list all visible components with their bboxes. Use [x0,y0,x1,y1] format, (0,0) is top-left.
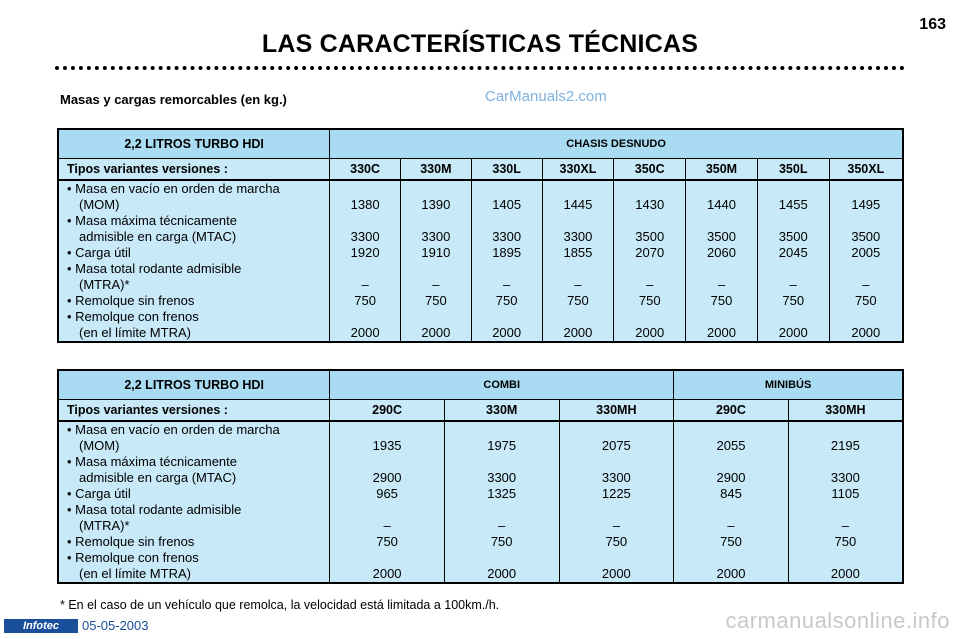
table-cell: 3300 [421,229,451,244]
table-cell: – [646,277,654,292]
table-cell: 3500 [851,229,881,244]
table-cell: 3300 [830,470,860,485]
engine-header: 2,2 LITROS TURBO HDI [58,129,330,159]
row-label-line: admisible en carga (MTAC) [79,229,237,244]
row-label-line: • Masa total rodante admisible [67,261,242,276]
table-cell: 750 [854,293,877,308]
table-cell: 2000 [635,325,665,340]
page-title: LAS CARACTERÍSTICAS TÉCNICAS [261,30,699,58]
table-cell: – [612,518,620,533]
row-label-line: (en el límite MTRA) [79,325,191,340]
infotec-logo: Infotec [4,619,78,633]
table-cell: 2000 [601,566,631,581]
value-column [686,180,758,342]
row-label-line: • Carga útil [67,245,131,260]
table-cell: 3500 [778,229,808,244]
footer-site-watermark: carmanualsonline.info [725,608,950,633]
table-cell: 2000 [778,325,808,340]
table-cell: 750 [710,293,733,308]
table-cell: 2060 [707,245,736,260]
table-cell: 750 [425,293,447,308]
table-cell: – [361,277,369,292]
value-column [330,421,445,583]
row-label [67,454,329,486]
table-cell: 3300 [350,229,380,244]
value-column [614,180,686,342]
table-cell: 3300 [492,229,522,244]
row-label-line: • Remolque sin frenos [67,293,195,308]
table-cell: 750 [376,534,398,549]
table-cell: 750 [605,534,628,549]
column-header: 330MH [559,400,674,422]
column-header: 330C [330,159,401,181]
column-header: 330M [444,400,559,422]
column-header: 350C [614,159,686,181]
table-cell: 3300 [563,229,593,244]
value-column [400,180,471,342]
column-header: 290C [330,400,445,422]
row-label [67,550,329,582]
value-column [788,421,903,583]
column-header: 350L [757,159,829,181]
table-cell: 1105 [831,486,860,501]
table-cell: 1390 [421,197,451,212]
column-header: 330M [400,159,471,181]
footnote: * En el caso de un vehículo que remolca, la velocidad está limitada a 100km./h. [60,598,500,612]
table-cell: 750 [638,293,661,308]
title-divider [55,66,905,70]
row-label-line: • Masa total rodante admisible [67,502,242,517]
table-cell: 1405 [492,197,522,212]
row-label-line: • Masa máxima técnicamente [67,213,238,228]
row-label [67,293,329,309]
spec-table-chasis [57,128,904,343]
spec-table-combi-minibus [57,369,904,584]
row-label [67,422,329,454]
row-label-line: (MOM) [79,197,120,212]
table-cell: 2075 [601,438,631,453]
group-header-combi: COMBI [330,370,674,400]
row-label [67,213,329,245]
table-cell: 750 [567,293,589,308]
row-label-line: (en el límite MTRA) [79,566,191,581]
value-column [829,180,903,342]
table-cell: 965 [376,486,398,501]
column-header: 350XL [829,159,903,181]
value-column [674,421,789,583]
row-label-line: • Remolque con frenos [67,309,199,324]
section-title: Masas y cargas remorcables (en kg.) [60,92,287,107]
table-cell: 1440 [707,197,736,212]
table-cell: 1455 [778,197,808,212]
table-cell: – [574,277,582,292]
table-cell: 1225 [601,486,631,501]
value-column [444,421,559,583]
row-label-line: • Masa en vacío en orden de marcha [67,181,280,196]
table-cell: 1445 [563,197,593,212]
table-cell: 2900 [372,470,402,485]
page-number: 163 [919,16,946,33]
table-cell: 750 [490,534,513,549]
row-label-line: admisible en carga (MTAC) [79,470,237,485]
table-cell: – [841,518,849,533]
table-cell: 3500 [635,229,665,244]
row-label [67,309,329,341]
row-label-line: • Carga útil [67,486,131,501]
column-header: 330XL [542,159,614,181]
table-cell: 1935 [372,438,402,453]
table-cell: 2000 [563,325,593,340]
row-labels [58,421,330,583]
table-cell: – [498,518,506,533]
table-cell: 750 [354,293,376,308]
table-cell: – [503,277,511,292]
table-cell: – [727,518,735,533]
table-cell: 2000 [707,325,736,340]
table-cell: – [789,277,797,292]
table-cell: 1910 [421,245,451,260]
row-label [67,534,329,550]
table-cell: 845 [720,486,742,501]
table-cell: 2070 [635,245,665,260]
value-column [559,421,674,583]
table-cell: – [717,277,726,292]
table-cell: 2000 [350,325,380,340]
row-label [67,502,329,534]
table-cell: 2005 [851,245,881,260]
watermark-link[interactable]: CarManuals2.com [485,88,607,105]
row-label-line: (MOM) [79,438,120,453]
table-cell: 2000 [851,325,881,340]
value-column [471,180,542,342]
table-cell: 2900 [716,470,746,485]
column-header: 330MH [788,400,903,422]
variants-label: Tipos variantes versiones : [58,159,330,181]
row-label-line: • Masa máxima técnicamente [67,454,238,469]
table-cell: 2195 [830,438,860,453]
row-label-line: (MTRA)* [79,277,130,292]
column-header: 330L [471,159,542,181]
table-cell: 2000 [492,325,522,340]
table-cell: 1380 [350,197,380,212]
table-cell: – [383,518,391,533]
column-header: 290C [674,400,789,422]
table-cell: 1855 [563,245,593,260]
row-label-line: (MTRA)* [79,518,130,533]
table-cell: 1325 [487,486,517,501]
table-cell: 2000 [372,566,402,581]
group-header: CHASIS DESNUDO [330,129,903,159]
table-cell: – [432,277,440,292]
table-cell: 1495 [851,197,881,212]
table-cell: 2000 [487,566,517,581]
column-header: 350M [686,159,758,181]
table-cell: 3500 [707,229,736,244]
table-cell: 750 [834,534,857,549]
row-label-line: • Remolque con frenos [67,550,199,565]
group-header-minibus: MINIBÚS [674,370,903,400]
table-cell: 2055 [716,438,746,453]
table-cell: 1430 [635,197,665,212]
table-cell: 1920 [350,245,380,260]
engine-header: 2,2 LITROS TURBO HDI [58,370,330,400]
table-cell: 2000 [830,566,860,581]
table-cell: 3300 [601,470,631,485]
table-cell: 2000 [716,566,746,581]
row-label [67,486,329,502]
table-cell: 750 [720,534,742,549]
row-label [67,245,329,261]
table-cell: 3300 [487,470,517,485]
table-cell: 1895 [492,245,522,260]
value-column [330,180,401,342]
row-label [67,181,329,213]
table-cell: 750 [495,293,518,308]
table-cell: 750 [782,293,805,308]
footer-date: 05-05-2003 [82,618,149,633]
row-label-line: • Masa en vacío en orden de marcha [67,422,280,437]
value-column [542,180,614,342]
table-cell: 2045 [778,245,808,260]
table-cell: 2000 [421,325,451,340]
table-cell: – [862,277,870,292]
row-labels [58,180,330,342]
row-label-line: • Remolque sin frenos [67,534,195,549]
value-column [757,180,829,342]
variants-label: Tipos variantes versiones : [58,400,330,422]
row-label [67,261,329,293]
table-cell: 1975 [487,438,517,453]
